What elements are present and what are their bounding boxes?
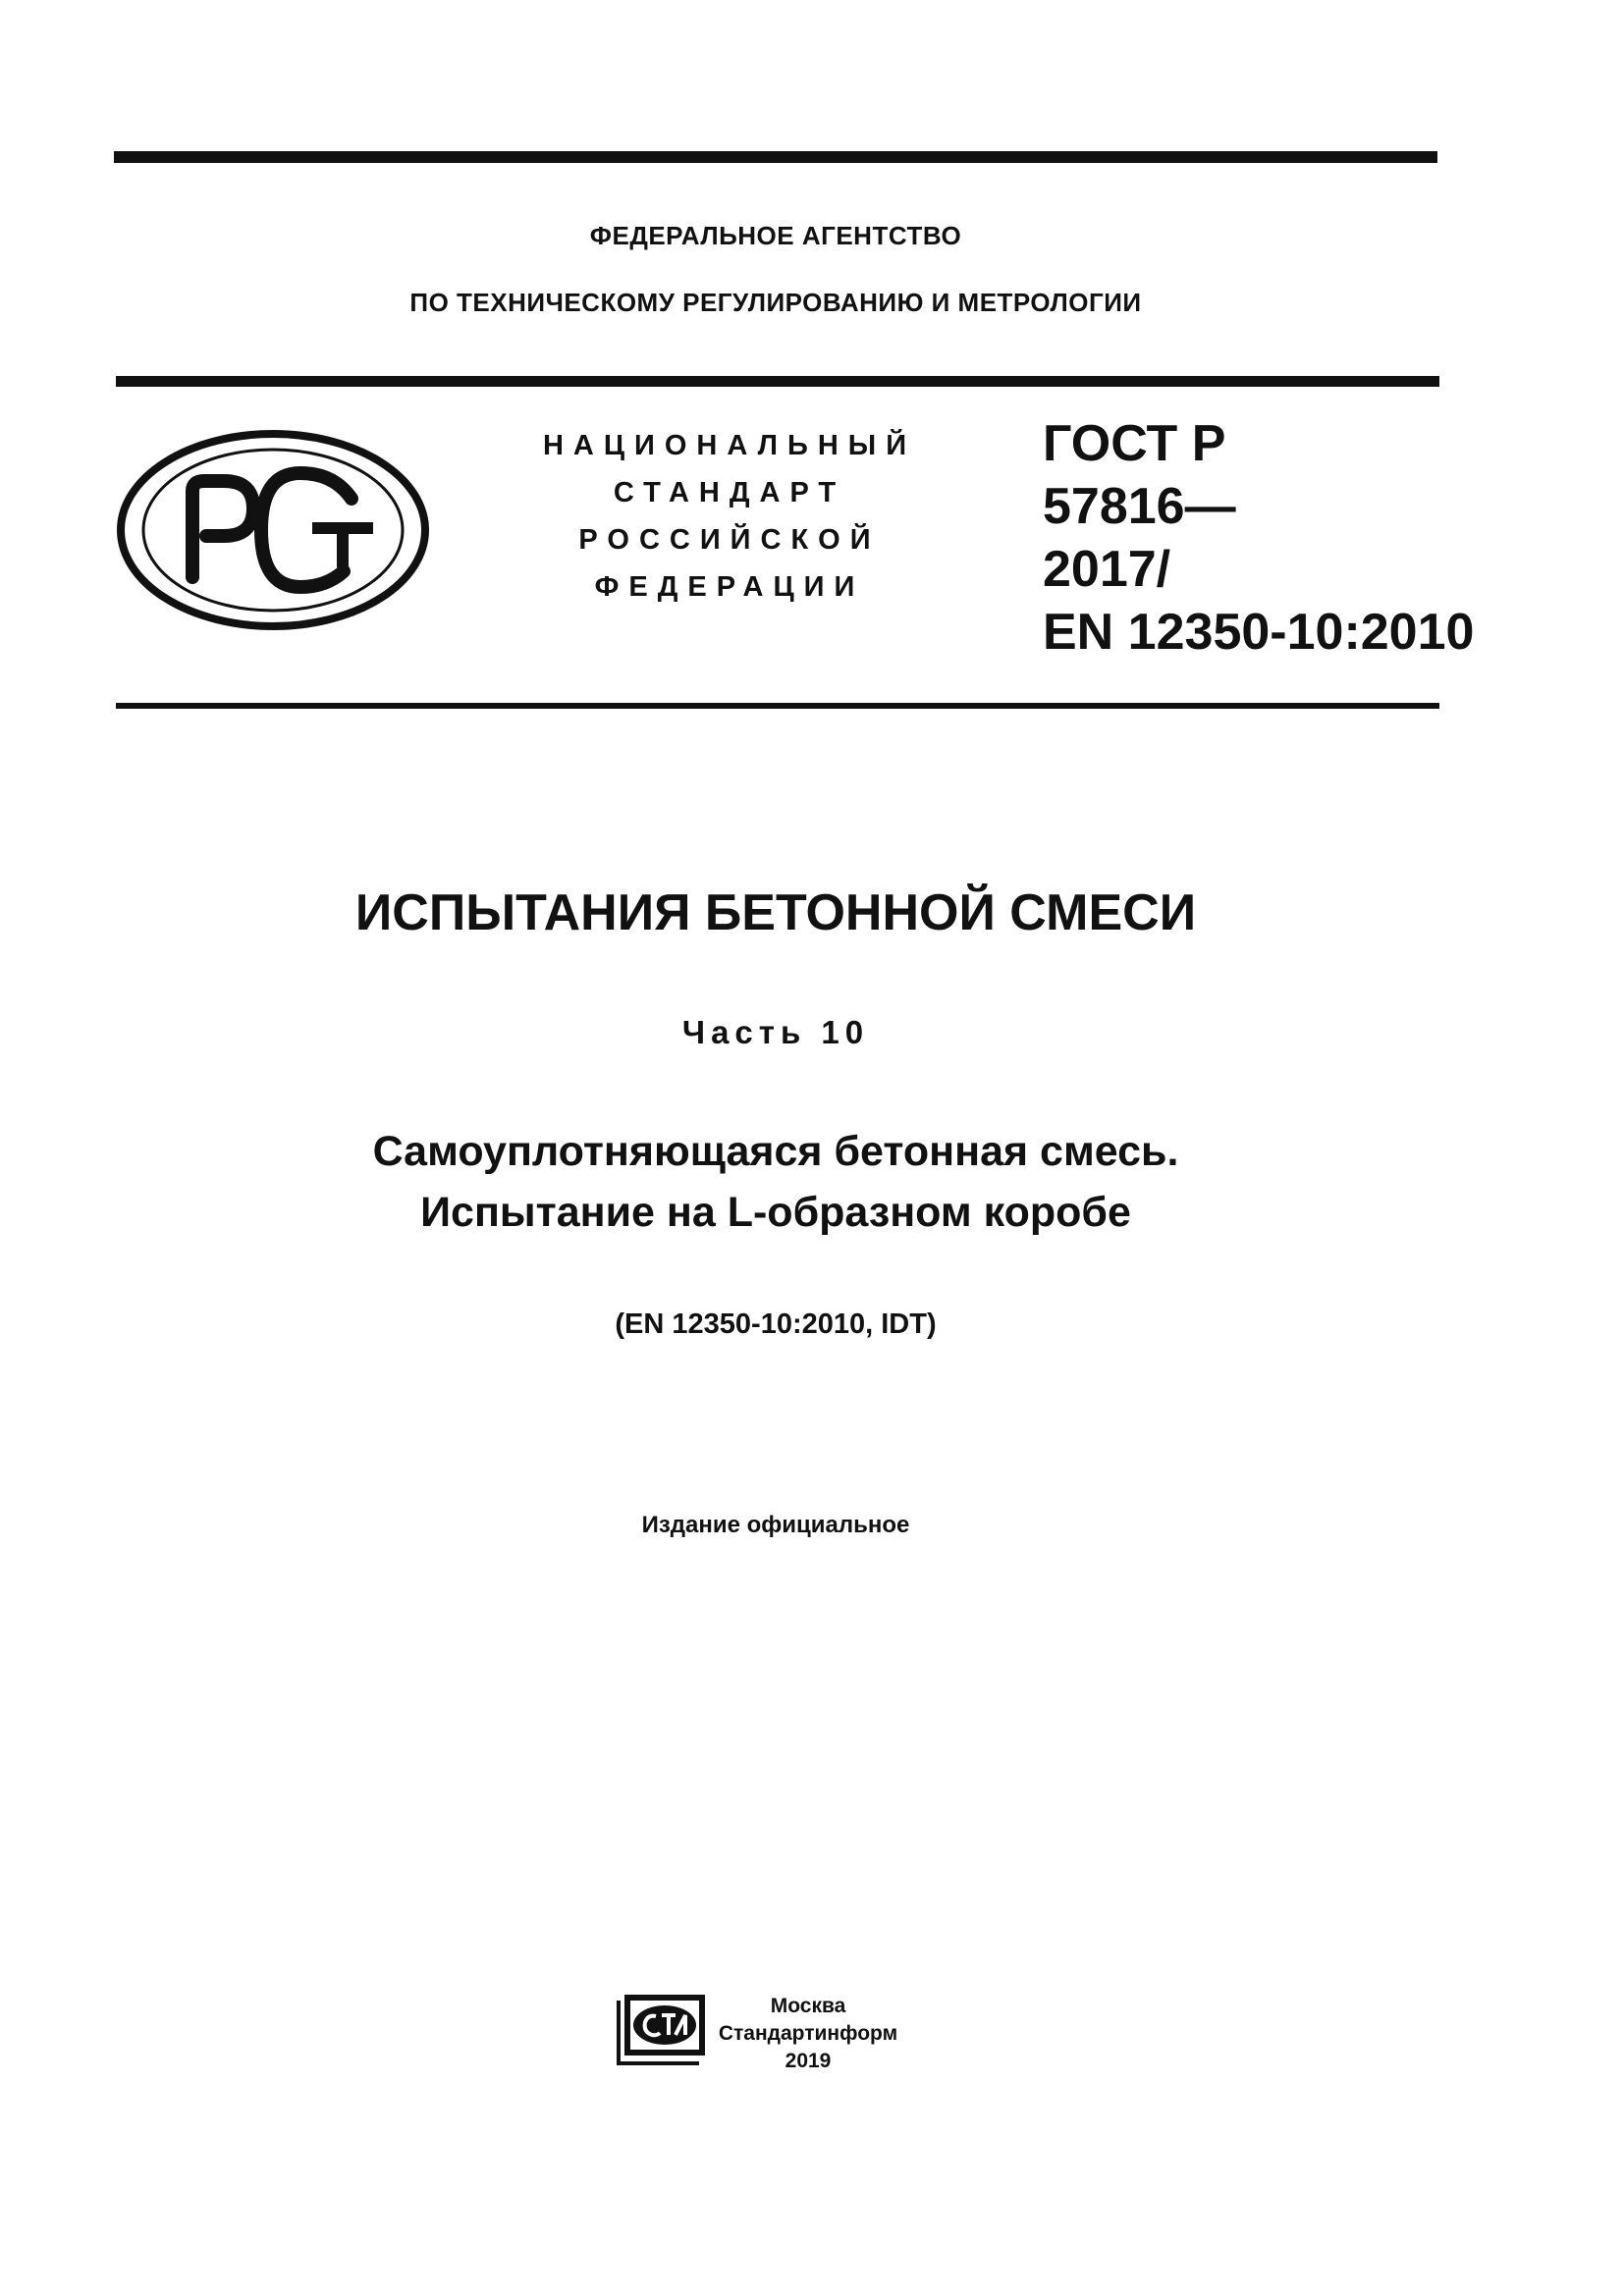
gost-designation (1043, 412, 1474, 664)
rst-logo (116, 430, 430, 630)
agency-name-line2: ПО ТЕХНИЧЕСКОМУ РЕГУЛИРОВАНИЮ И МЕТРОЛОГИИ (409, 288, 1142, 317)
subtitle-line-1: Самоуплотняющаяся бетонная смесь. (372, 1128, 1179, 1175)
publisher-city: Москва (770, 1995, 846, 2017)
document-title: ИСПЫТАНИЯ БЕТОННОЙ СМЕСИ (354, 884, 1197, 941)
national-standard-label (499, 422, 960, 611)
gost-line-4: EN 12350-10:2010 (1043, 604, 1475, 661)
top-rule (114, 151, 1437, 163)
gost-line-2: 57816— (1043, 478, 1236, 535)
national-line-4: ФЕДЕРАЦИИ (594, 571, 865, 603)
part-number: Часть 10 (681, 1014, 870, 1050)
publication-year: 2019 (785, 2050, 832, 2072)
national-line-2: СТАНДАРТ (613, 477, 846, 508)
agency-name-line1: ФЕДЕРАЛЬНОЕ АГЕНТСТВО (589, 221, 962, 250)
subtitle-line-2: Испытание на L-образном коробе (420, 1189, 1131, 1236)
standard-block-divider (116, 703, 1439, 709)
publisher-info (715, 1993, 901, 2075)
edition-label: Издание официальное (641, 1512, 910, 1538)
standartinform-logo (613, 1991, 711, 2067)
national-line-3: РОССИЙСКОЙ (578, 524, 881, 556)
gost-line-3: 2017/ (1043, 541, 1171, 598)
gost-line-1: ГОСТ Р (1043, 415, 1226, 472)
document-subtitle (114, 1121, 1437, 1243)
publisher-name: Стандартинформ (718, 2022, 898, 2045)
header-divider (116, 376, 1439, 387)
national-line-1: НАЦИОНАЛЬНЫЙ (542, 430, 917, 461)
standard-reference: (EN 12350-10:2010, IDT) (615, 1308, 937, 1340)
